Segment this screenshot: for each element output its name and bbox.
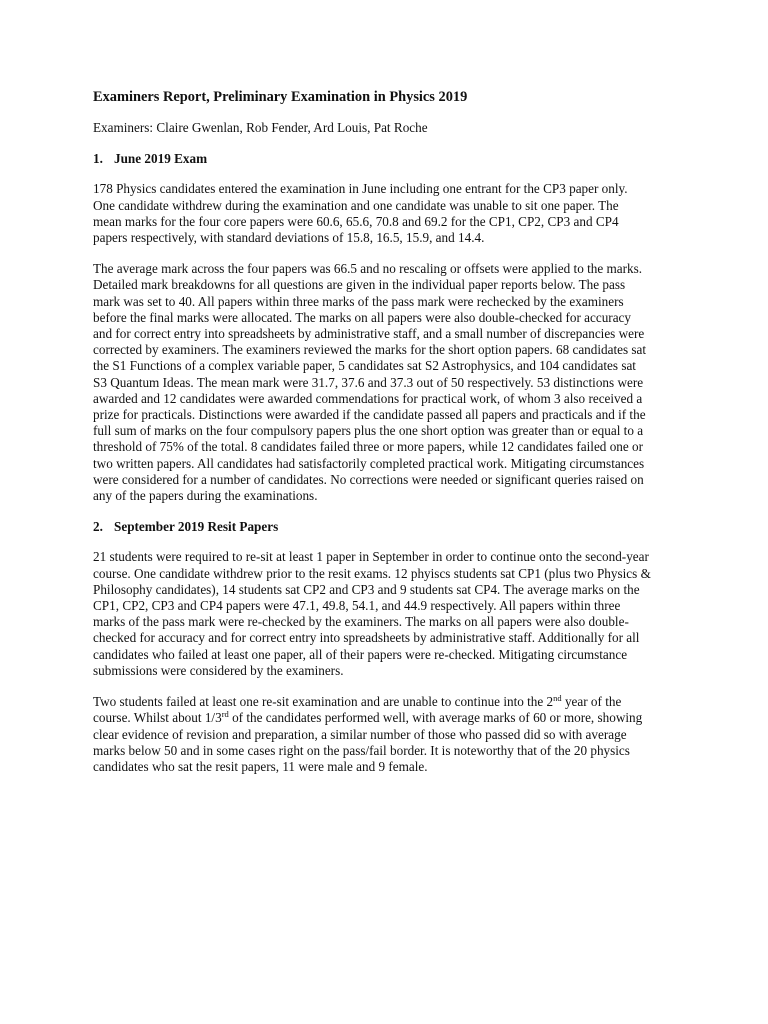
text-line: Detailed mark breakdowns for all questions are given in the individual paper reports below. The pass	[93, 277, 626, 293]
ordinal-superscript: nd	[553, 693, 562, 704]
text-line: threshold of 75% of the total. 8 candidates failed three or more papers, while 12 candidates failed one or	[93, 439, 644, 455]
section-1-title: June 2019 Exam	[114, 151, 208, 167]
document-title: Examiners Report, Preliminary Examination in Physics 2019	[93, 89, 468, 105]
text-line: candidates who failed at least one paper, all of their papers were re-checked. Mitigating circumstance	[93, 646, 628, 662]
examiners-line: Examiners: Claire Gwenlan, Rob Fender, Ard Louis, Pat Roche	[93, 120, 428, 135]
text-line	[93, 694, 697, 710]
text-line: mean marks for the four core papers were 60.6, 65.6, 70.8 and 69.2 for the CP1, CP2, CP3 and CP4	[93, 213, 619, 229]
text-line: and for correct entry into spreadsheets by administrative staff, and a small number of discrepancies were	[93, 326, 645, 342]
text-segment: year of the	[561, 694, 622, 710]
text-segment: course. Whilst about 1/3	[93, 710, 222, 726]
text-line: 178 Physics candidates entered the examination in June including one entrant for the CP3 paper only.	[93, 181, 628, 197]
section-2-paragraph-1	[93, 549, 697, 679]
text-line: before the final marks were allocated. The marks on all papers were also double-checked for accuracy	[93, 309, 631, 325]
section-1-paragraph-1	[93, 181, 697, 246]
ordinal-superscript: rd	[221, 709, 229, 720]
text-line: checked for accuracy and for correct entry into spreadsheets by administrative staff. Additionally for all	[93, 630, 640, 646]
document-page	[93, 88, 697, 790]
text-line: the S1 Functions of a complex variable paper, 5 candidates sat S2 Astrophysics, and 104 candidates sat	[93, 358, 636, 374]
text-line: papers respectively, with standard deviations of 15.8, 16.5, 15.9, and 14.4.	[93, 230, 485, 246]
text-line: corrected by examiners. The examiners reviewed the marks for the short option papers. 68 candidates sat	[93, 342, 647, 358]
text-line: awarded and 12 candidates were awarded commendations for practical work, of whom 3 also received a	[93, 390, 643, 406]
text-line: One candidate withdrew during the examination and one candidate was unable to sit one paper. The	[93, 197, 619, 213]
text-line: 21 students were required to re-sit at least 1 paper in September in order to continue onto the second-year	[93, 549, 649, 565]
text-line: marks of the pass mark were re-checked by the examiners. The marks on all papers were also double-	[93, 614, 629, 630]
text-line: submissions were considered by the examiners.	[93, 662, 344, 678]
text-line: prize for practicals. Distinctions were awarded if the candidate passed all papers and practicals and if the	[93, 407, 646, 423]
text-line	[93, 710, 697, 726]
text-line: mark was set to 40. All papers within three marks of the pass mark were rechecked by the examiners	[93, 293, 624, 309]
section-2-paragraph-2	[93, 694, 697, 775]
text-line: S3 Quantum Ideas. The mean mark were 31.7, 37.6 and 37.3 out of 50 respectively. 53 distinctions were	[93, 374, 644, 390]
text-line: Philosophy candidates), 14 students sat CP2 and CP3 and 9 students sat CP4. The average marks on the	[93, 581, 640, 597]
section-1-heading	[93, 151, 697, 167]
section-2-heading	[93, 519, 697, 535]
text-line: candidates who sat the resit papers, 11 were male and 9 female.	[93, 758, 428, 774]
text-line: course. One candidate withdrew prior to the resit exams. 12 phyiscs students sat CP1 (plus two Physics &	[93, 565, 651, 581]
text-line: clear evidence of revision and preparation, a similar number of those who passed did so with average	[93, 726, 627, 742]
text-line: were considered for a number of candidates. No corrections were needed or significant queries raised on	[93, 471, 644, 487]
text-line: The average mark across the four papers was 66.5 and no rescaling or offsets were applied to the marks.	[93, 261, 643, 277]
text-line: any of the papers during the examinations.	[93, 488, 318, 504]
section-1-paragraph-2	[93, 261, 697, 504]
section-1-number: 1.	[93, 151, 103, 167]
text-line: marks below 50 and in some cases right on the pass/fail border. It is noteworthy that of the 20 physics	[93, 742, 630, 758]
section-2-number: 2.	[93, 519, 103, 535]
section-2-title: September 2019 Resit Papers	[114, 519, 279, 535]
text-segment: of the candidates performed well, with average marks of 60 or more, showing	[228, 710, 643, 726]
text-line: CP1, CP2, CP3 and CP4 papers were 47.1, 49.8, 54.1, and 44.9 respectively. All papers within three	[93, 598, 621, 614]
text-line: two written papers. All candidates had satisfactorily completed practical work. Mitigating circumstances	[93, 455, 645, 471]
text-segment: Two students failed at least one re-sit examination and are unable to continue into the 2	[93, 694, 554, 710]
text-line: full sum of marks on the four compulsory papers plus the one short option was greater than or equal to a	[93, 423, 644, 439]
